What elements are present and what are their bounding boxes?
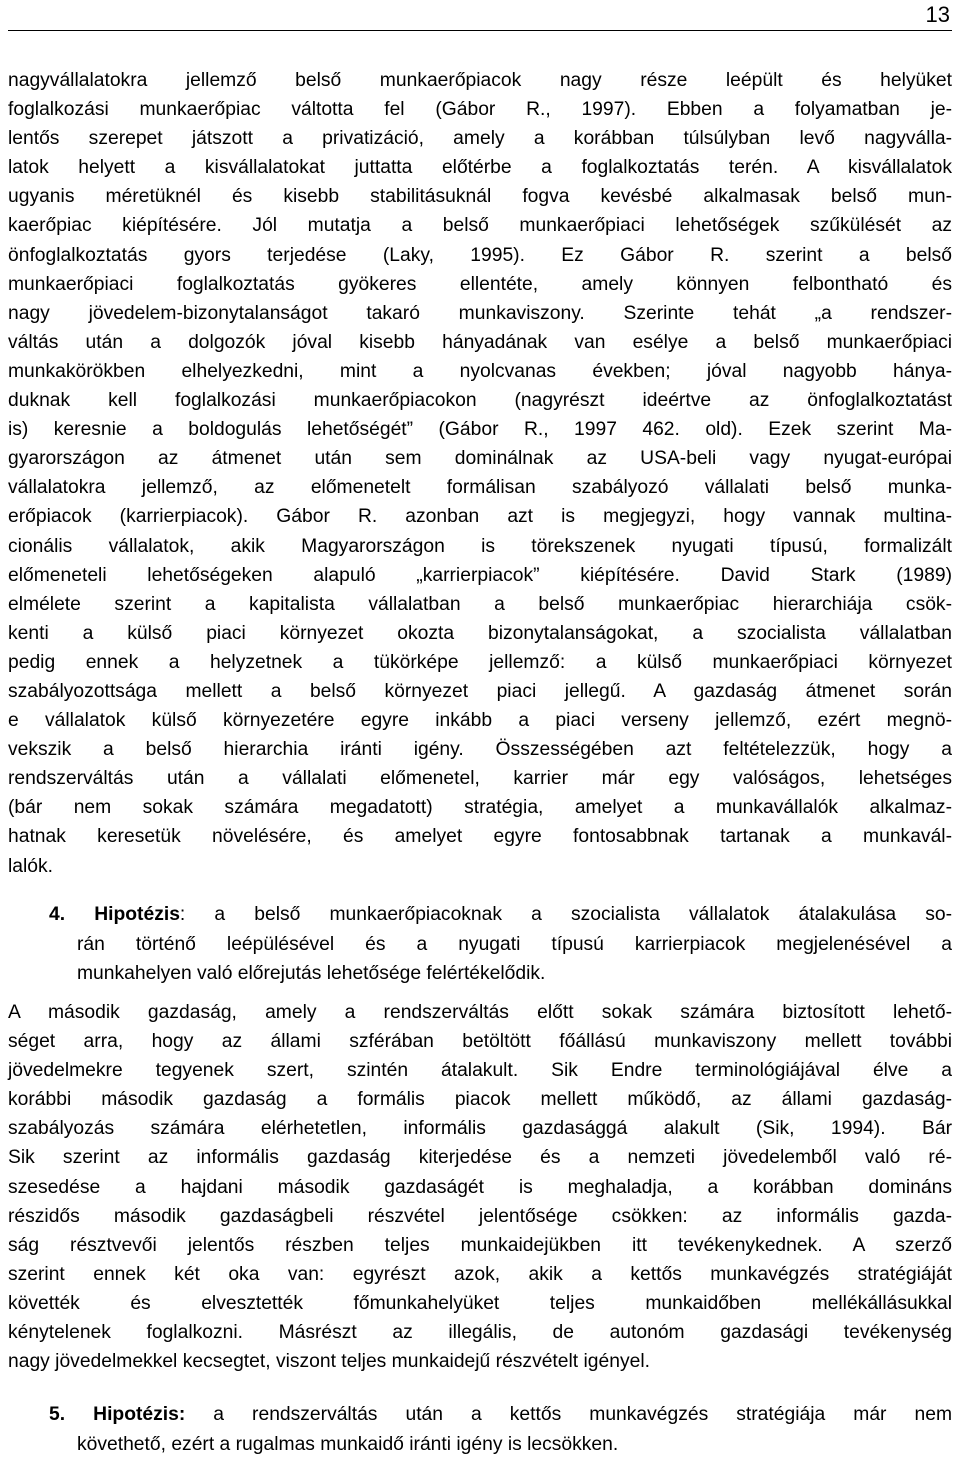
text-line: nagy jövedelem-bizonytalanságot takaró munkaviszony. Szerinte tehát „a rendszer- <box>8 302 952 324</box>
text-line: hatnak keresetük növelésére, és amelyet egyre fontosabbnak tartanak a munkavál- <box>8 826 952 848</box>
hypothesis-4 <box>49 900 952 989</box>
text-line: vállalatokra jellemző, az előmenetelt formálisan szabályozó vállalati belső munka- <box>8 477 952 499</box>
hypothesis-4-line: munkahelyen való előrejutás lehetősége felértékelődik. <box>77 963 546 984</box>
paragraph-1 <box>8 66 952 881</box>
text-line: követték és elvesztették főmunkahelyüket teljes munkaidőben mellékállásukkal <box>8 1292 952 1314</box>
text-line: munkaerőpiaci foglalkoztatás gyökeres ellentéte, amely könnyen felbontható és <box>8 273 952 295</box>
text-line: duknak kell foglalkozási munkaerőpiacokon (nagyrészt ideértve az önfoglalkoztatást <box>8 390 952 412</box>
text-line: latok helyett a kisvállalatokat juttatta előtérbe a foglalkoztatás terén. A kisvállalatok <box>8 157 952 179</box>
paragraph-2 <box>8 998 952 1376</box>
text-line: séget arra, hogy az állami szférában betöltött főállású munkaviszony mellett további <box>8 1031 952 1053</box>
page-number: 13 <box>925 2 950 27</box>
text-line: Sik szerint az informális gazdaság kiterjedése és a nemzeti jövedelemből való ré- <box>8 1147 952 1169</box>
text-line: ugyanis méretüknél és kisebb stabilitásuknál fogva kevésbé alkalmasak belső mun- <box>8 186 952 208</box>
hypothesis-5-first-line <box>49 1400 952 1430</box>
text-line: ság résztvevői jelentős részben teljes munkaidejükben itt tevékenykednek. A szerző <box>8 1234 952 1256</box>
text-line: önfoglalkoztatás gyors terjedése (Laky, 1995). Ez Gábor R. szerint a belső <box>8 244 952 266</box>
hypothesis-4-first-line <box>49 900 952 930</box>
text-line: erőpiacok (karrierpiacok). Gábor R. azonban azt is megjegyzi, hogy vannak multina- <box>8 506 952 528</box>
text-line: munkakörökben elhelyezkedni, mint a nyolcvanas években; jóval nagyobb hánya- <box>8 360 952 382</box>
text-line: nagyvállalatokra jellemző belső munkaerőpiacok nagy része leépült és helyüket <box>8 70 952 91</box>
hypothesis-5-number: 5. <box>49 1404 66 1425</box>
text-line: szabályozottsága mellett a belső környezet piaci jellegű. A gazdaság átmenet során <box>8 680 952 702</box>
text-line: lalók. <box>8 855 54 877</box>
text-line: előmeneteli lehetőségeken alapuló „karrierpiacok” kiépítésére. David Stark (1989) <box>8 564 952 586</box>
text-line: foglalkozási munkaerőpiac váltotta fel (Gábor R., 1997). Ebben a folyamatban je- <box>8 99 952 121</box>
text-line: rendszerváltás után a vállalati előmenetel, karrier már egy valóságos, lehetséges <box>8 768 952 790</box>
text-line: cionális vállalatok, akik Magyarországon is törekszenek nyugati típusú, formalizált <box>8 535 952 557</box>
text-line: szabályozás számára elérhetetlen, informális gazdasággá alakult (Sik, 1994). Bár <box>8 1118 952 1140</box>
hypothesis-5-label: Hipotézis: <box>93 1404 186 1425</box>
text-line: korábbi második gazdaság a formális piacok mellett működő, az állami gazdaság- <box>8 1089 952 1111</box>
text-line: váltás után a dolgozók jóval kisebb hányadának van esélye a belső munkaerőpiaci <box>8 331 952 353</box>
text-line: részidős második gazdaságbeli részvétel jelentősége csökken: az informális gazda- <box>8 1205 952 1227</box>
text-line: is) keresnie a boldogulás lehetőségét” (Gábor R., 1997 462. old). Ezek szerint Ma- <box>8 419 952 441</box>
text-line: gyarországon az átmenet után sem dominálnak az USA-beli vagy nyugat-európai <box>8 448 952 470</box>
hypothesis-4-number: 4. <box>49 904 66 925</box>
hypothesis-5-line: követhető, ezért a rugalmas munkaidő iránti igény is lecsökken. <box>77 1433 619 1455</box>
text-line: (bár nem sokak számára megadatott) stratégia, amelyet a munkavállalók alkalmaz- <box>8 797 952 819</box>
text-line: szesedése a hajdani második gazdaságét is meghaladja, a korábban domináns <box>8 1176 952 1198</box>
text-line: nagy jövedelmekkel kecsegtet, viszont teljes munkaidejű részvételt igényel. <box>8 1351 650 1373</box>
header-rule <box>8 30 952 31</box>
hypothesis-4-text: : a belső munkaerőpiacoknak a szocialista vállalatok átalakulása so- <box>179 904 953 925</box>
text-line: elmélete szerint a kapitalista vállalatban a belső munkaerőpiac hierarchiája csök- <box>8 593 952 615</box>
text-line: vekszik a belső hierarchia iránti igény. Összességében azt feltételezzük, hogy a <box>8 739 952 761</box>
text-line: pedig ennek a helyzetnek a tükörképe jellemző: a külső munkaerőpiaci környezet <box>8 651 952 673</box>
text-line: jövedelmekre tegyenek szert, szintén átalakult. Sik Endre terminológiájával élve a <box>8 1060 952 1082</box>
hypothesis-4-line: rán történő leépülésével és a nyugati típusú karrierpiacok megjelenésével a <box>77 933 952 955</box>
hypothesis-5-text: a rendszerváltás után a kettős munkavégzés stratégiája már nem <box>185 1404 953 1425</box>
text-line: lentős szerepet játszott a privatizáció, amely a korábban túlsúlyban levő nagyválla- <box>8 128 952 150</box>
text-line: kénytelenek foglalkozni. Másrészt az illegális, de autonóm gazdasági tevékenység <box>8 1322 952 1344</box>
hypothesis-4-label: Hipotézis <box>94 904 180 925</box>
text-line: kenti a külső piaci környezet okozta bizonytalanságokat, a szocialista vállalatban <box>8 622 952 644</box>
hypothesis-5 <box>49 1400 952 1459</box>
text-line: e vállalatok külső környezetére egyre inkább a piaci verseny jellemző, ezért megnö- <box>8 710 952 732</box>
text-line: A második gazdaság, amely a rendszerváltás előtt sokak számára biztosított lehető- <box>8 1002 952 1023</box>
text-line: szerint ennek két oka van: egyrészt azok, akik a kettős munkavégzés stratégiáját <box>8 1263 952 1285</box>
text-line: kaerőpiac kiépítésére. Jól mutatja a belső munkaerőpiaci lehetőségek szűkülését az <box>8 215 952 237</box>
